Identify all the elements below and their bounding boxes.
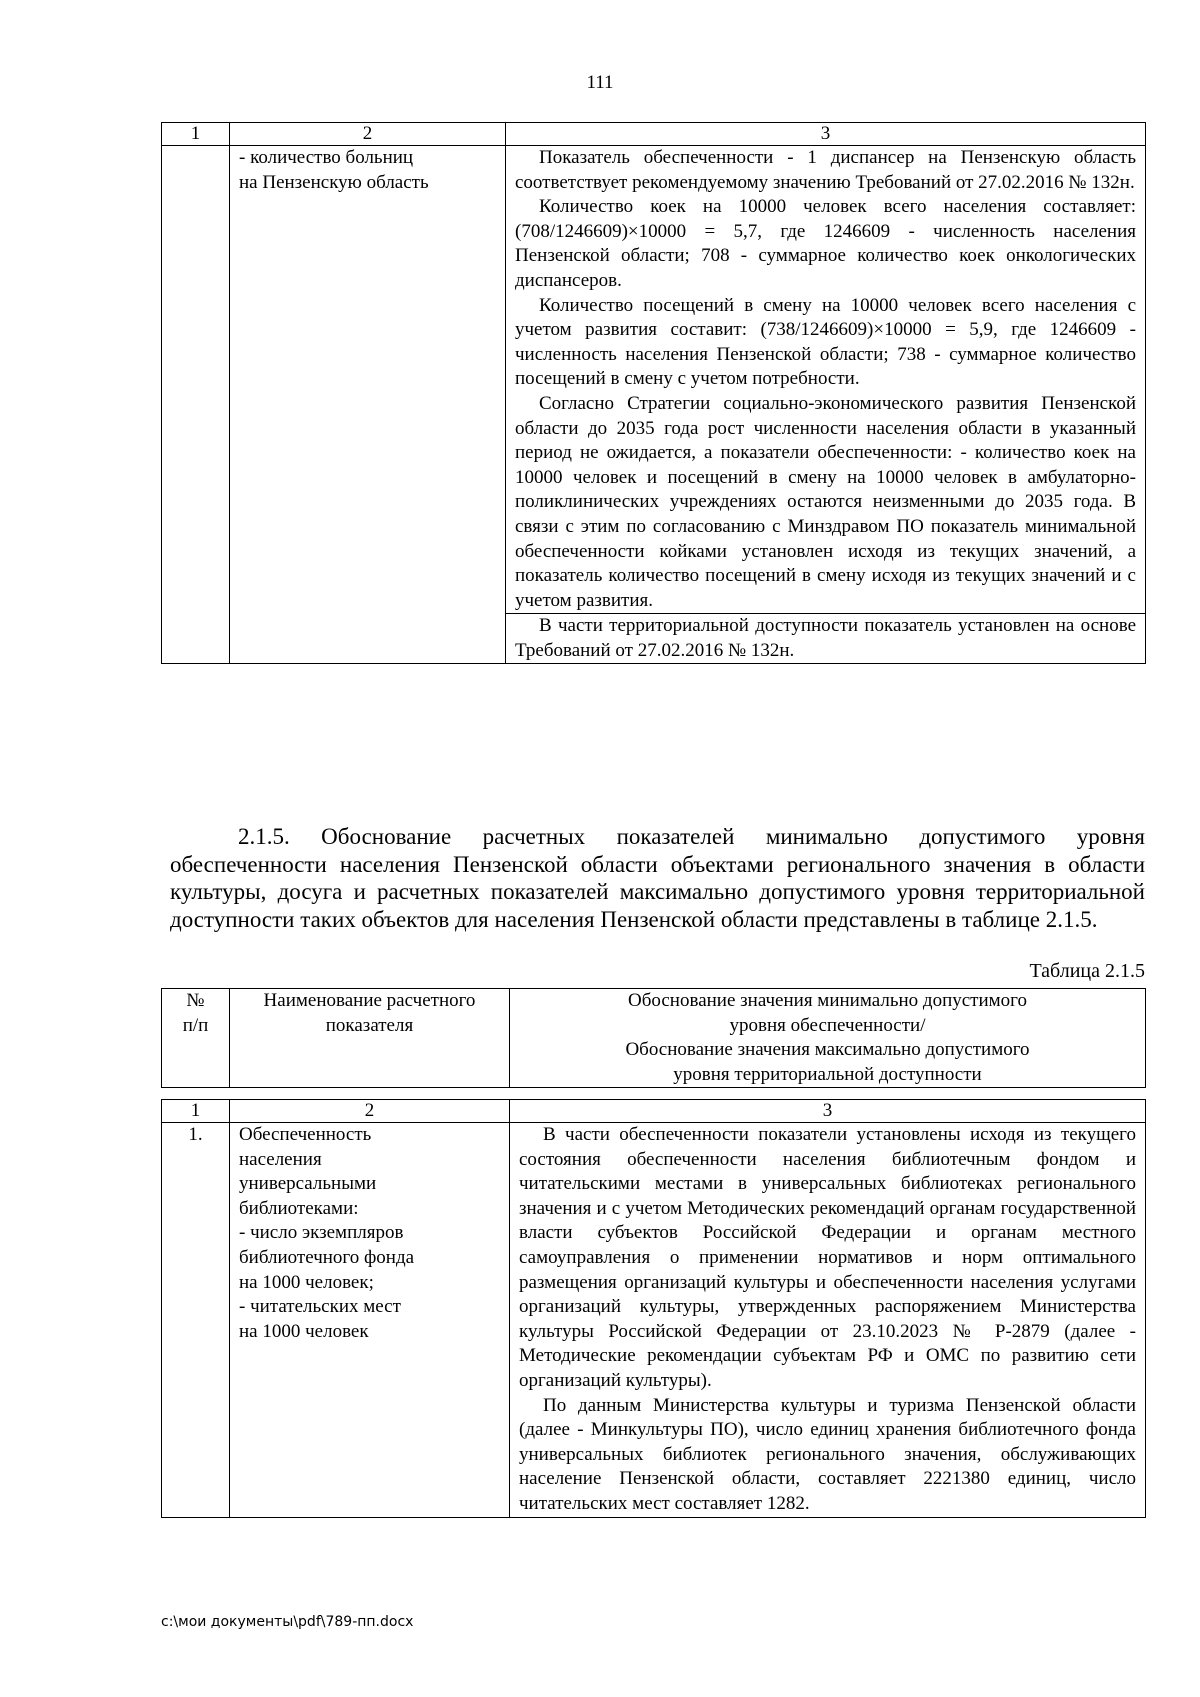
indicator-line: - количество больниц [239, 147, 414, 168]
indicator-line: универсальными [239, 1173, 377, 1195]
table-caption: Таблица 2.1.5 [1029, 960, 1145, 982]
header-line: п/п [182, 1014, 209, 1036]
header-line: Наименование расчетного [263, 990, 476, 1011]
table-row [162, 146, 1146, 614]
header-line: № [186, 990, 205, 1011]
justification-paragraph: Согласно Стратегии социально-экономического развития Пензенской области до 2035 года рост численности населения области в указанный период не ожидается, а показатели обеспеченности: - количество коек на 10000 человек и посещений в смену на 10000 человек в амбулаторно-поликлинических учреждениях остаются неизменными до 2035 года. В связи с этим по согласованию с Минздравом ПО показатель минимальной обеспеченности койками установлен исходя из текущих значений, а показатель количество посещений в смену исходя из текущих значений и с учетом развития. [515, 392, 1136, 611]
file-path-footer: c:\мои документы\pdf\789-пп.docx [161, 1614, 414, 1630]
justification-paragraph: По данным Министерства культуры и туризма Пензенской области (далее - Минкультуры ПО), число единиц хранения библиотечного фонда универсальных библиотек регионального значения, обслуживающих население Пензенской области, составляет 2221380 единиц, число читательских мест составляет 1282. [519, 1394, 1136, 1514]
header-justification-cell [510, 989, 1146, 1088]
header-name-cell [230, 989, 510, 1088]
header-line: Обоснование значения минимально допустимого [628, 990, 1027, 1011]
accessibility-paragraph: В части территориальной доступности показатель установлен на основе Требований от 27.02.2016 № 132н. [515, 615, 1136, 661]
col-number-3: 3 [510, 1100, 1146, 1123]
table-2-header [161, 988, 1146, 1088]
indicator-line: - число экземпляров [239, 1222, 404, 1244]
justification-paragraph: Количество коек на 10000 человек всего населения составляет: (708/1246609)×10000 = 5,7, где 1246609 - численность населения Пензенской области; 708 - суммарное количество коек онкологических диспансеров. [515, 196, 1136, 291]
table-row [162, 1123, 1146, 1518]
table-2-body [161, 1099, 1146, 1518]
col-number-3: 3 [506, 123, 1146, 146]
col-number-2: 2 [230, 123, 506, 146]
indicator-line: на Пензенскую область [239, 171, 429, 193]
header-line: Обоснование значения максимально допустимого [625, 1039, 1030, 1061]
section-paragraph: 2.1.5. Обоснование расчетных показателей минимально допустимого уровня обеспеченности населения Пензенской области объектами регионального значения в области культуры, досуга и расчетных показателей максимально допустимого уровня территориальной доступности таких объектов для населения Пензенской области представлены в таблице 2.1.5. [170, 824, 1145, 932]
justification-paragraph: Количество посещений в смену на 10000 человек всего населения с учетом развития составит: (738/1246609)×10000 = 5,9, где 1246609 - численность населения Пензенской области; 738 - суммарное количество посещений в смену с учетом потребности. [515, 294, 1136, 390]
table-number-row [162, 1100, 1146, 1123]
header-line: уровня территориальной доступности [673, 1063, 982, 1085]
indicator-name-cell [230, 1123, 510, 1518]
indicator-name-cell [230, 146, 506, 664]
indicator-line: библиотеками: [239, 1197, 359, 1219]
table-continuation [161, 122, 1146, 664]
justification-paragraph: Показатель обеспеченности - 1 диспансер на Пензенскую область соответствует рекомендуемому значению Требований от 27.02.2016 № 132н. [515, 147, 1136, 193]
indicator-line: на 1000 человек; [239, 1271, 374, 1293]
indicator-line: населения [239, 1148, 322, 1170]
empty-cell [162, 146, 230, 664]
justification-cell [506, 146, 1146, 614]
indicator-line: библиотечного фонда [239, 1246, 415, 1268]
col-number-1: 1 [162, 1100, 230, 1123]
justification-cell [510, 1123, 1146, 1518]
col-number-1: 1 [162, 123, 230, 146]
indicator-line: Обеспеченность [239, 1124, 372, 1145]
indicator-line: на 1000 человек [239, 1320, 369, 1342]
header-line: уровня обеспеченности/ [729, 1014, 926, 1036]
page-number: 111 [586, 72, 614, 93]
indicator-line: - читательских мест [239, 1296, 401, 1318]
justification-paragraph: В части обеспеченности показатели установлены исходя из текущего состояния обеспеченности населения библиотечным фондом и читательскими местами в универсальных библиотеках регионального значения и с учетом Методических рекомендаций органам государственной власти субъектов Российской Федерации и органам местного самоуправления о применении нормативов и норм оптимального размещения организаций культуры и обеспеченности населения услугами организаций культуры, утвержденных распоряжением Министерства культуры Российской Федерации от 23.10.2023 № Р-2879 (далее - Методические рекомендации субъектам РФ и ОМС по развитию сети организаций культуры). [519, 1124, 1136, 1391]
header-number-cell [162, 989, 230, 1088]
col-number-2: 2 [230, 1100, 510, 1123]
row-number-cell: 1. [162, 1123, 230, 1518]
header-row [162, 989, 1146, 1088]
header-line: показателя [325, 1014, 414, 1036]
table-number-row [162, 123, 1146, 146]
accessibility-cell [506, 614, 1146, 664]
